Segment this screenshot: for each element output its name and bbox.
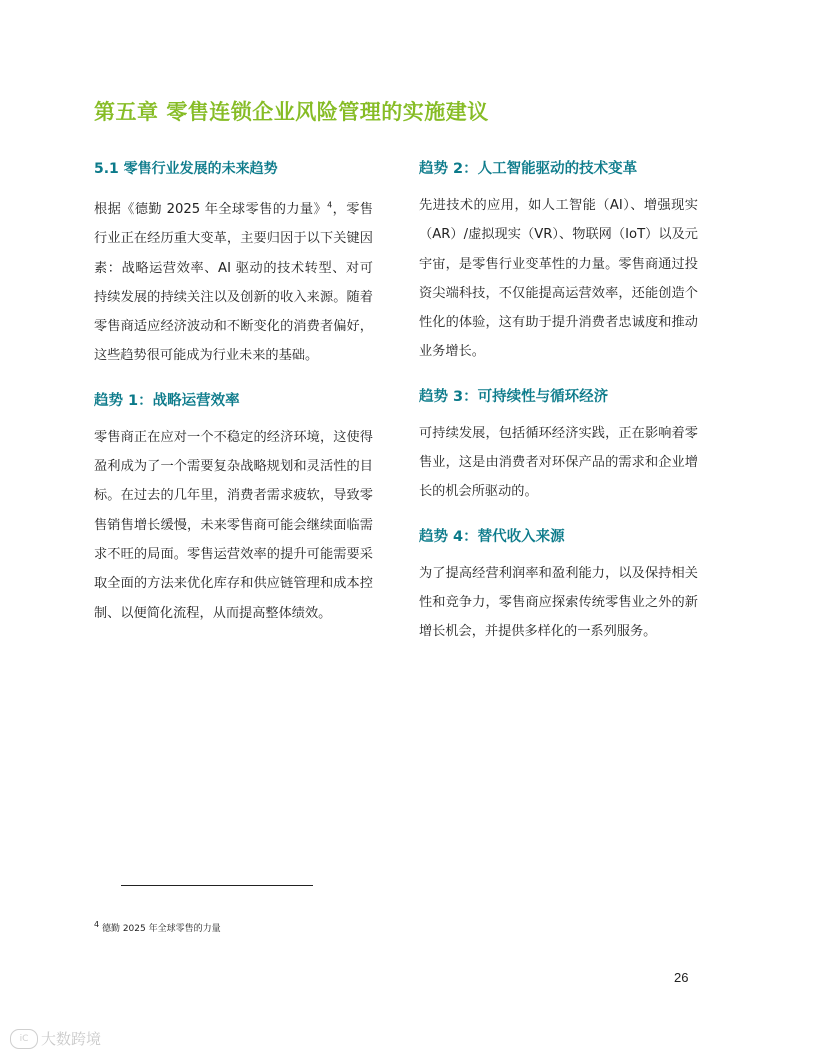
watermark-logo-icon: iC xyxy=(10,1029,38,1049)
chapter-title: 第五章 零售连锁企业风险管理的实施建议 xyxy=(94,100,489,124)
trend4-heading: 趋势 4：替代收入来源 xyxy=(419,528,565,545)
page-number: 26 xyxy=(674,970,689,985)
trend4-paragraph: 为了提高经营利润率和盈利能力，以及保持相关性和竞争力，零售商应探索传统零售业之外的新增长机会，并提供多样化的一系列服务。 xyxy=(419,565,698,640)
right-column xyxy=(419,157,698,665)
trend1-heading: 趋势 1：战略运营效率 xyxy=(94,392,240,409)
intro-text-after-ref: ，零售行业正在经历重大变革，主要归因于以下关键因素：战略运营效率、AI 驱动的技术转型、对可持续发展的持续关注以及创新的收入来源。随着零售商适应经济波动和不断变化的消费者偏好，这些趋势很可能成为行业未来的基础。 xyxy=(94,202,373,364)
footnote xyxy=(94,921,221,934)
section-heading: 5.1 零售行业发展的未来趋势 xyxy=(94,161,278,177)
trend3-paragraph: 可持续发展，包括循环经济实践，正在影响着零售业，这是由消费者对环保产品的需求和企业增长的机会所驱动的。 xyxy=(419,425,698,500)
trend3-heading: 趋势 3：可持续性与循环经济 xyxy=(419,388,609,405)
intro-paragraph xyxy=(94,195,373,371)
trend1-paragraph: 零售商正在应对一个不稳定的经济环境，这使得盈利成为了一个需要复杂战略规划和灵活性的目标。在过去的几年里，消费者需求疲软，导致零售销售增长缓慢，未来零售商可能会继续面临需求不旺的局面。零售运营效率的提升可能需要采取全面的方法来优化库存和供应链管理和成本控制、以便简化流程，从而提高整体绩效。 xyxy=(94,429,373,621)
intro-text-before-ref: 根据《德勤 2025 年全球零售的力量》 xyxy=(94,202,328,217)
left-column xyxy=(94,157,373,646)
footnote-divider xyxy=(121,885,313,886)
watermark-text: 大数跨境 xyxy=(41,1030,102,1048)
footnote-number: 4 xyxy=(94,920,100,929)
watermark xyxy=(10,1028,101,1049)
trend2-heading: 趋势 2：人工智能驱动的技术变革 xyxy=(419,161,638,177)
trend2-paragraph: 先进技术的应用，如人工智能（AI）、增强现实（AR）/虚拟现实（VR）、物联网（IoT）以及元宇宙，是零售行业变革性的力量。零售商通过投资尖端科技，不仅能提高运营效率，还能创造个性化的体验，这有助于提升消费者忠诚度和推动业务增长。 xyxy=(419,198,698,360)
footnote-text: 德勤 2025 年全球零售的力量 xyxy=(101,924,221,934)
footnote-reference[interactable]: 4 xyxy=(327,200,333,210)
